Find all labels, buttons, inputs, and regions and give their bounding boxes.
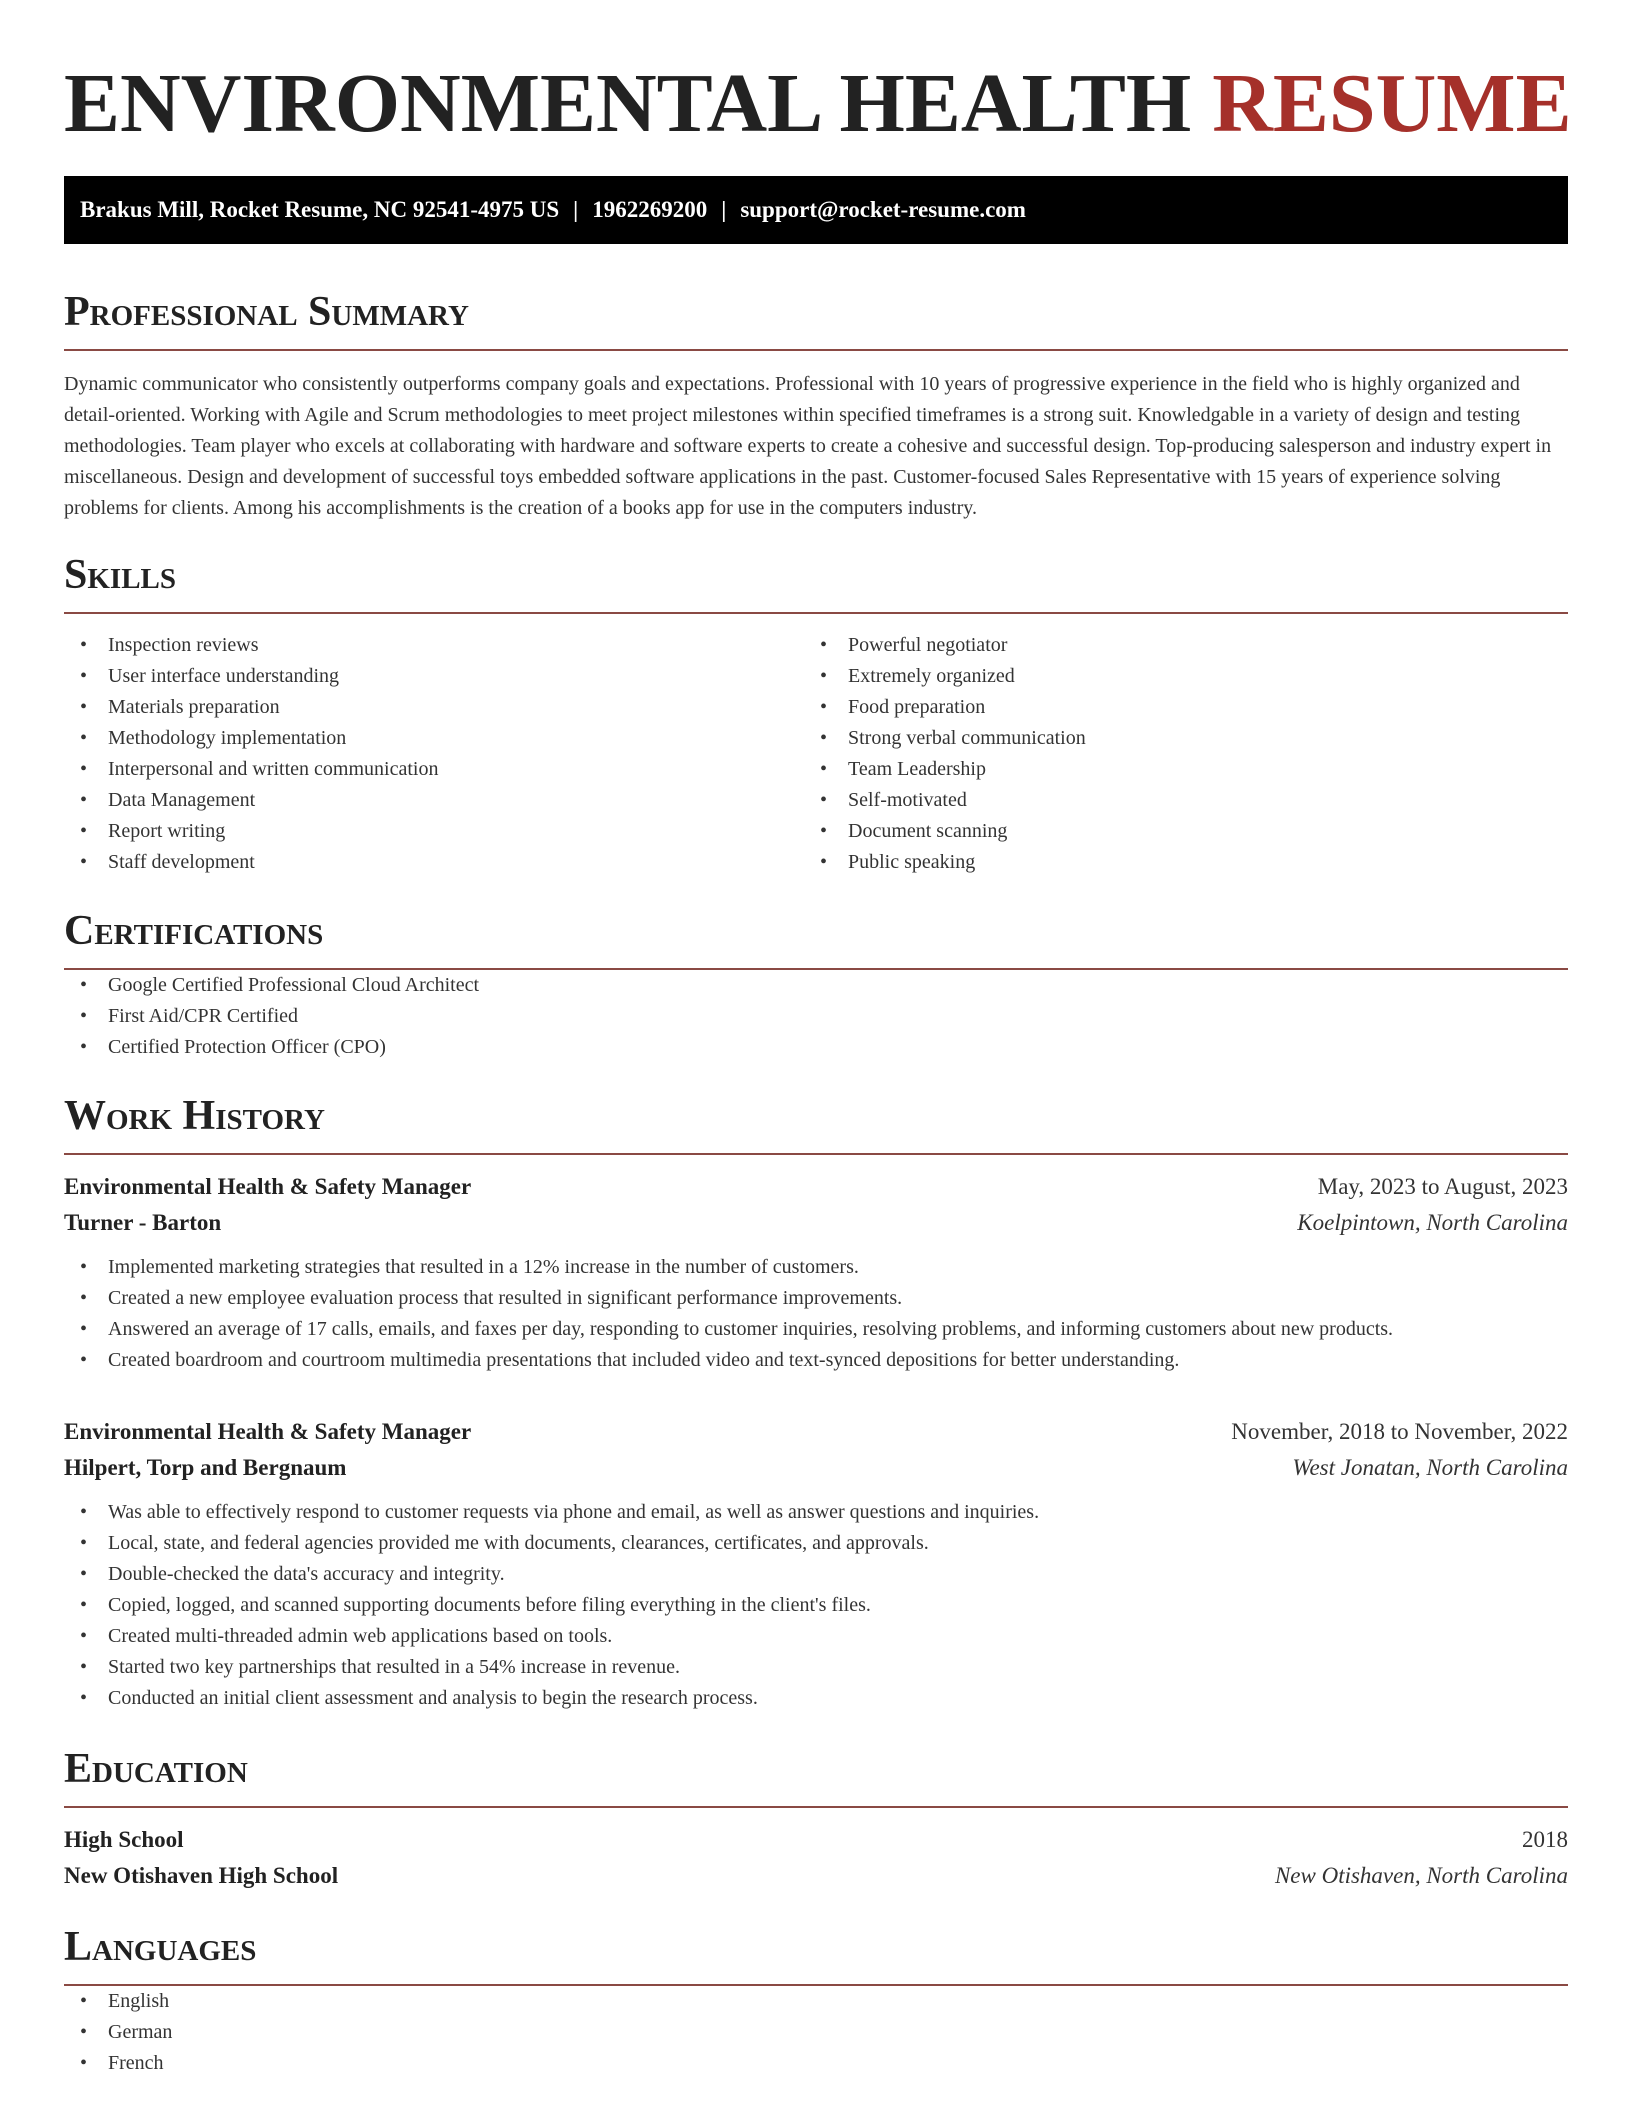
language-item: • French [64, 2048, 1568, 2079]
section-divider [64, 612, 1568, 614]
summary-section [64, 287, 1568, 524]
job-bullet: • Conducted an initial client assessment and analysis to begin the research process. [64, 1683, 1568, 1714]
skill-item: • Self-motivated [804, 785, 1544, 816]
education-section [64, 1744, 1568, 1894]
education-degree: High School [64, 1827, 184, 1852]
education-heading: Education [64, 1746, 248, 1792]
job-company: Turner - Barton [64, 1210, 222, 1235]
job-bullet: • Answered an average of 17 calls, emails, and faxes per day, responding to customer inquiries, resolving problems, and informing customers about new products. [64, 1314, 1568, 1345]
skill-item: • Methodology implementation [64, 723, 804, 754]
job-bullet: • Double-checked the data's accuracy and integrity. [64, 1559, 1568, 1590]
job-subheader [64, 1205, 1568, 1241]
contact-email: support@rocket-resume.com [740, 197, 1026, 222]
skill-item: • Document scanning [804, 816, 1544, 847]
education-subheader [64, 1858, 1568, 1894]
contact-separator: | [573, 197, 579, 222]
certification-item: • First Aid/CPR Certified [64, 1001, 1568, 1032]
job-header [64, 1414, 1568, 1450]
education-location: New Otishaven, North Carolina [1274, 1863, 1568, 1888]
work-history-heading: Work History [64, 1093, 325, 1139]
skill-item: • Materials preparation [64, 692, 804, 723]
summary-text: Dynamic communicator who consistently outperforms company goals and expectations. Professional with 10 years of progressive experience in the field who is highly organized and detail-oriented. Working with Agile and Scrum methodologies to meet project milestones within specified timeframes is a strong suit. Knowledgable in a variety of design and testing methodologies. Team player who excels at collaborating with hardware and software experts to create a cohesive and successful design. Top-producing salesperson and industry expert in miscellaneous. Design and development of successful toys embedded software applications in the past. Customer-focused Sales Representative with 15 years of experience solving problems for clients. Among his accomplishments is the creation of a books app for use in the computers industry. [64, 373, 1552, 519]
section-divider [64, 1153, 1568, 1155]
languages-list [64, 1986, 1568, 2079]
job-dates: May, 2023 to August, 2023 [1317, 1174, 1568, 1199]
job-subheader [64, 1450, 1568, 1486]
job-bullet: • Created boardroom and courtroom multimedia presentations that included video and text-synced depositions for better understanding. [64, 1345, 1568, 1376]
skill-item: • Data Management [64, 785, 804, 816]
skill-item: • Team Leadership [804, 754, 1544, 785]
education-entry [64, 1822, 1568, 1894]
language-item: • German [64, 2017, 1568, 2048]
education-school: New Otishaven High School [64, 1863, 339, 1888]
language-item: • English [64, 1986, 1568, 2017]
skill-item: • Interpersonal and written communication [64, 754, 804, 785]
job-bullet: • Created a new employee evaluation process that resulted in significant performance improvements. [64, 1283, 1568, 1314]
skill-item: • Food preparation [804, 692, 1544, 723]
section-divider [64, 1806, 1568, 1808]
job-company: Hilpert, Torp and Bergnaum [64, 1455, 347, 1480]
skills-columns [64, 630, 1568, 878]
skills-section [64, 550, 1568, 878]
languages-section [64, 1922, 1568, 2079]
skill-item: • Powerful negotiator [804, 630, 1544, 661]
certifications-heading: Certifications [64, 908, 324, 954]
languages-heading: Languages [64, 1924, 257, 1970]
job-title: Environmental Health & Safety Manager [64, 1419, 472, 1444]
skill-item: • Strong verbal communication [804, 723, 1544, 754]
job-bullet: • Was able to effectively respond to customer requests via phone and email, as well as answer questions and inquiries. [64, 1497, 1568, 1528]
job-entry [64, 1414, 1568, 1714]
job-bullets [64, 1252, 1568, 1376]
job-bullet: • Implemented marketing strategies that resulted in a 12% increase in the number of customers. [64, 1252, 1568, 1283]
certifications-list [64, 970, 1568, 1063]
title-accent: RESUME [1212, 57, 1572, 150]
job-entry [64, 1169, 1568, 1376]
job-bullets [64, 1497, 1568, 1714]
job-bullet: • Local, state, and federal agencies provided me with documents, clearances, certificates, and approvals. [64, 1528, 1568, 1559]
skills-list-left [64, 630, 804, 878]
job-location: West Jonatan, North Carolina [1292, 1455, 1568, 1480]
skill-item: • Public speaking [804, 847, 1544, 878]
job-bullet: • Created multi-threaded admin web applications based on tools. [64, 1621, 1568, 1652]
skill-item: • Extremely organized [804, 661, 1544, 692]
certification-item: • Google Certified Professional Cloud Architect [64, 970, 1568, 1001]
certifications-section [64, 906, 1568, 1063]
job-dates: November, 2018 to November, 2022 [1231, 1419, 1568, 1444]
resume-title [64, 0, 1572, 154]
section-divider [64, 349, 1568, 351]
skills-list-right [804, 630, 1544, 878]
contact-phone: 1962269200 [592, 197, 708, 222]
skill-item: • Report writing [64, 816, 804, 847]
summary-heading: Professional Summary [64, 289, 469, 335]
education-header [64, 1822, 1568, 1858]
resume-page [64, 0, 1572, 2079]
education-year: 2018 [1522, 1827, 1568, 1852]
contact-bar [64, 176, 1568, 244]
job-title: Environmental Health & Safety Manager [64, 1174, 472, 1199]
job-bullet: • Started two key partnerships that resulted in a 54% increase in revenue. [64, 1652, 1568, 1683]
title-main: ENVIRONMENTAL HEALTH [64, 57, 1192, 150]
skill-item: • Inspection reviews [64, 630, 804, 661]
contact-separator: | [721, 197, 727, 222]
work-history-section [64, 1091, 1568, 1714]
skill-item: • Staff development [64, 847, 804, 878]
job-header [64, 1169, 1568, 1205]
job-location: Koelpintown, North Carolina [1297, 1210, 1568, 1235]
certification-item: • Certified Protection Officer (CPO) [64, 1032, 1568, 1063]
skills-heading: Skills [64, 552, 177, 598]
skill-item: • User interface understanding [64, 661, 804, 692]
job-bullet: • Copied, logged, and scanned supporting documents before filing everything in the client's files. [64, 1590, 1568, 1621]
contact-address: Brakus Mill, Rocket Resume, NC 92541-4975 US [80, 197, 560, 222]
